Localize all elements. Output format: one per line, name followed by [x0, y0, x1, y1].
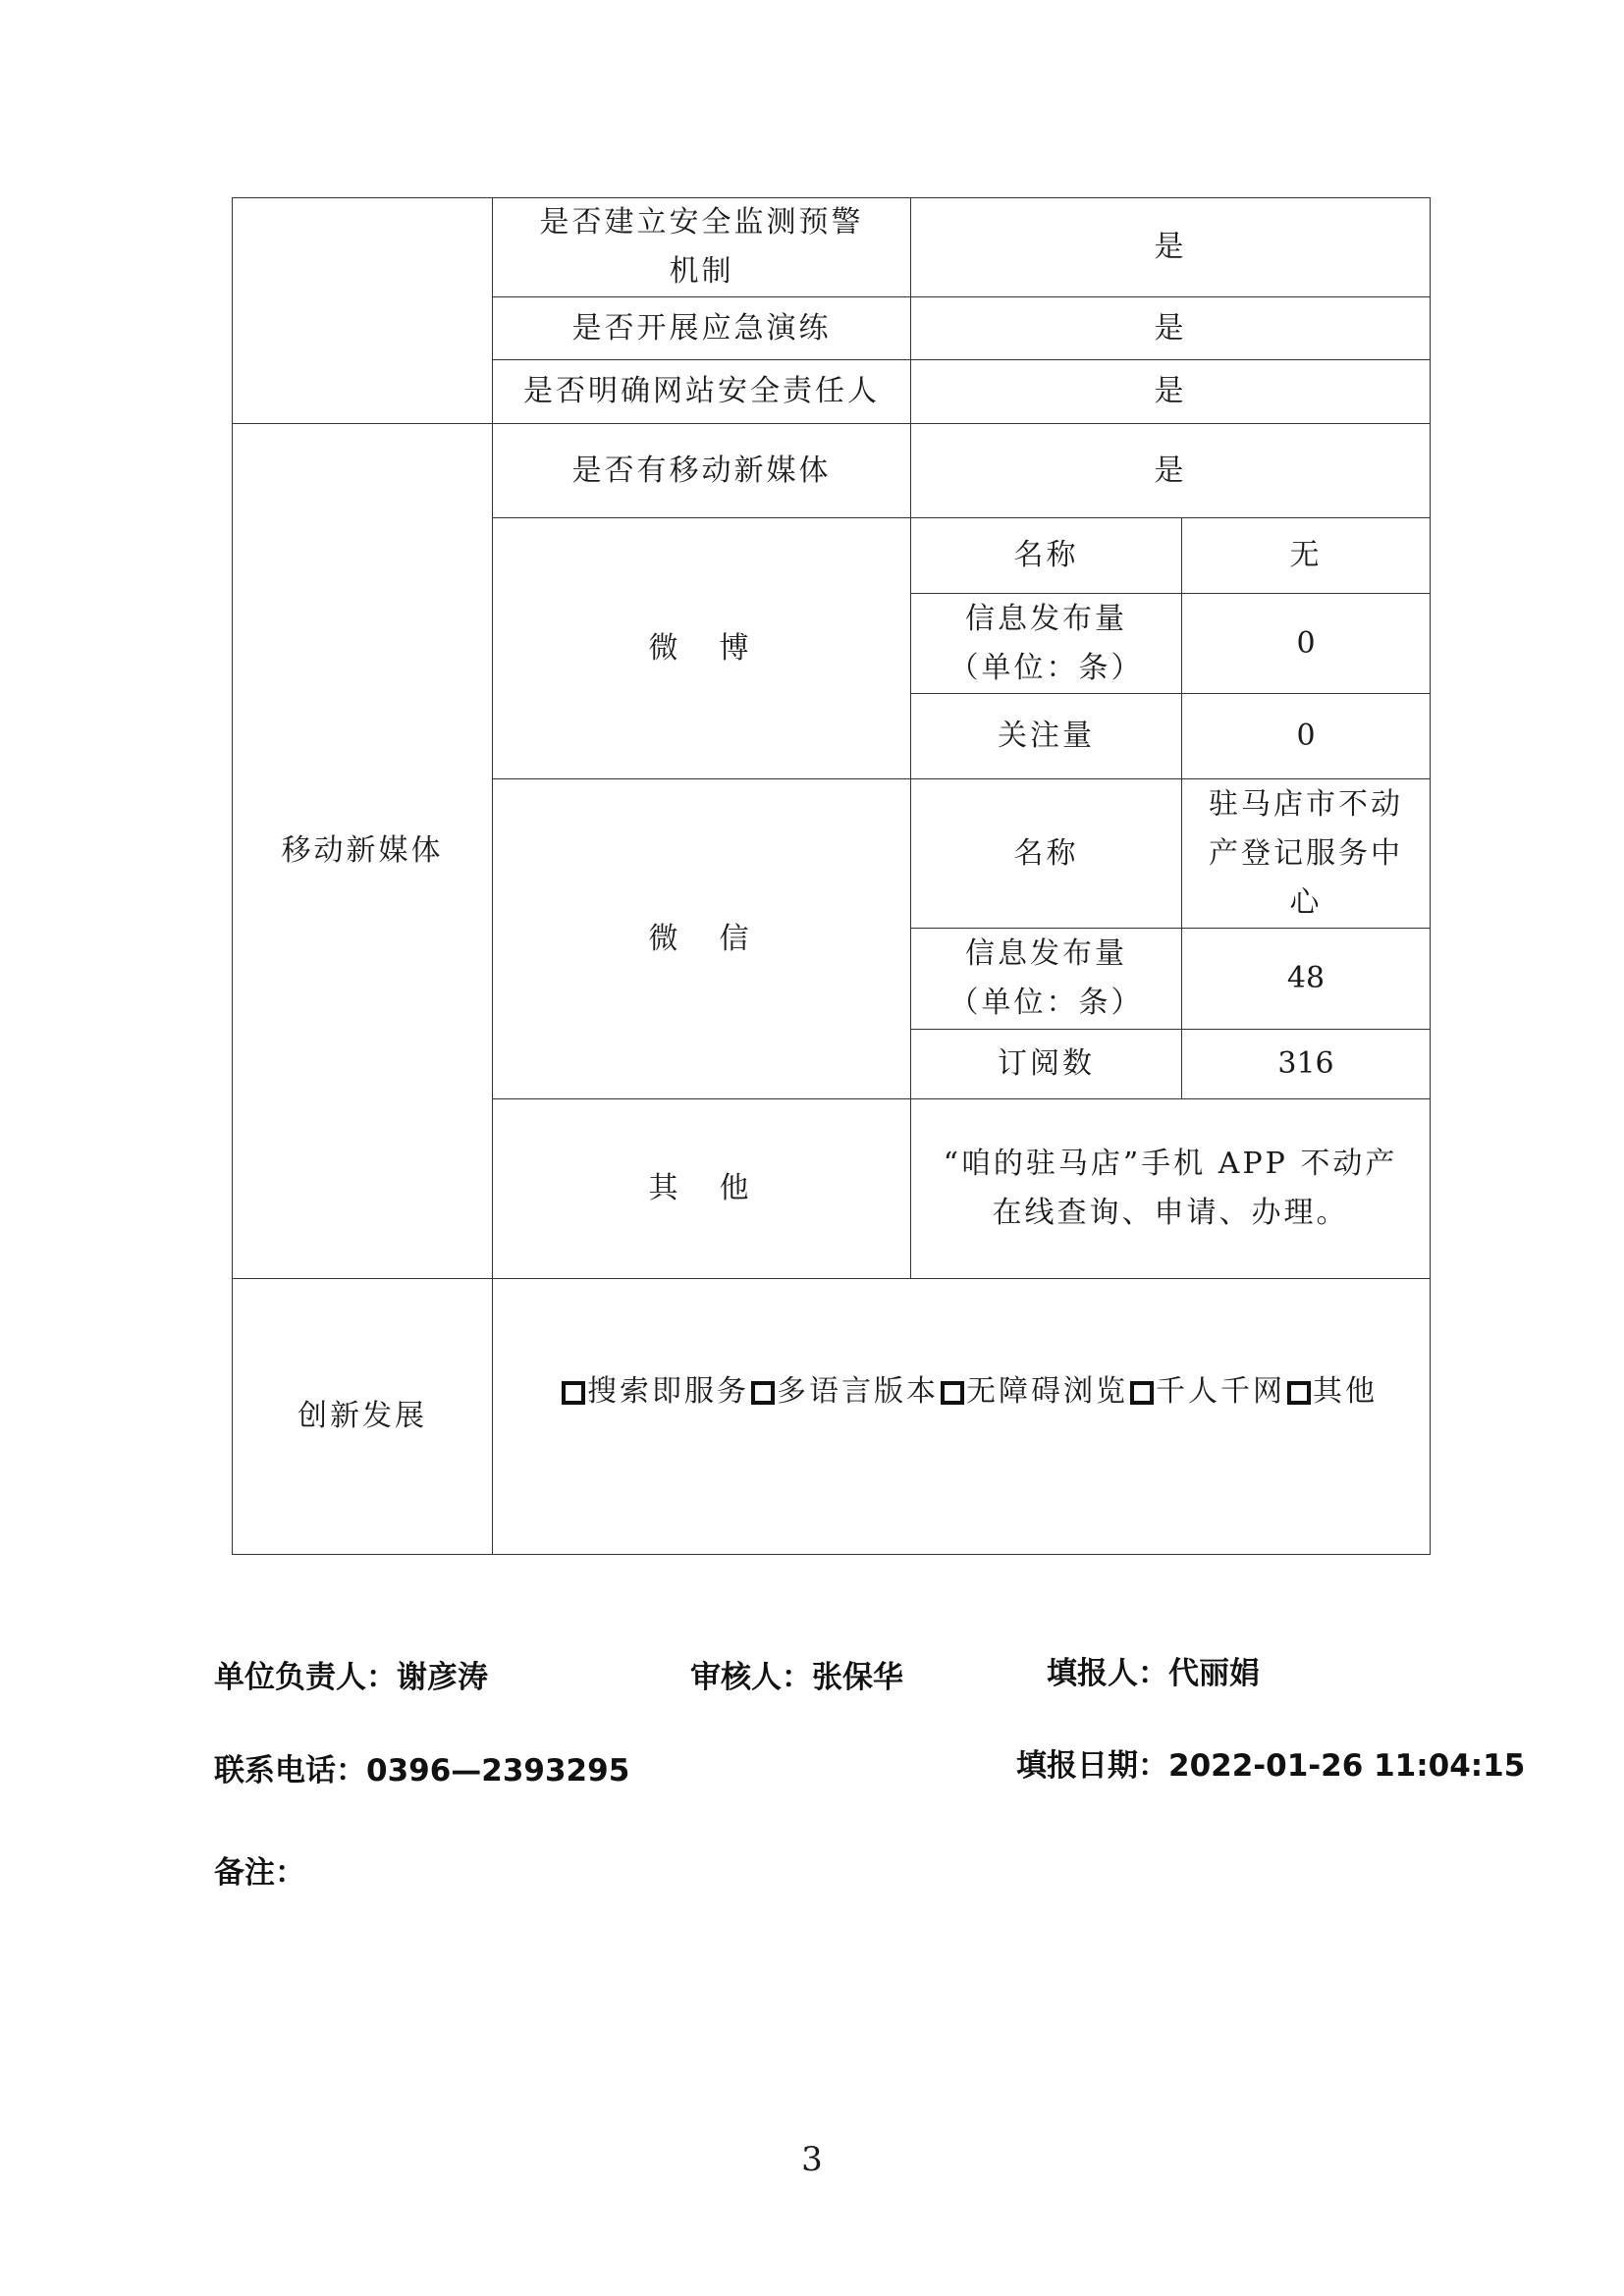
option-multilingual: 多语言版本 [777, 1374, 939, 1409]
wechat-name-value: 驻马店市不动产登记服务中心 [1182, 779, 1431, 929]
wechat-label: 微 信 [493, 779, 911, 1099]
checkbox-icon[interactable] [562, 1381, 585, 1405]
weibo-followers-label: 关注量 [911, 694, 1182, 779]
security-officer-label: 是否明确网站安全责任人 [493, 360, 911, 424]
emergency-drill-label: 是否开展应急演练 [493, 297, 911, 360]
checkbox-icon[interactable] [751, 1381, 775, 1405]
option-accessibility: 无障碍浏览 [966, 1374, 1128, 1409]
wechat-posts-label: 信息发布量（单位：条） [911, 929, 1182, 1030]
option-search-as-service: 搜索即服务 [587, 1374, 749, 1409]
other-media-value: “咱的驻马店”手机 APP 不动产在线查询、申请、办理。 [911, 1099, 1431, 1279]
weibo-label: 微 博 [493, 518, 911, 779]
option-other: 其他 [1313, 1374, 1378, 1409]
remark-label: 备注： [214, 1855, 305, 1891]
wechat-subscribers-label: 订阅数 [911, 1030, 1182, 1099]
innovation-label: 创新发展 [233, 1279, 493, 1555]
has-mobile-media-label: 是否有移动新媒体 [493, 424, 911, 518]
other-media-label: 其 他 [493, 1099, 911, 1279]
security-monitoring-value: 是 [911, 198, 1431, 297]
option-personalized: 千人千网 [1156, 1374, 1285, 1409]
page-number: 3 [801, 2140, 823, 2179]
innovation-options [493, 1279, 1431, 1555]
security-section-cell [233, 198, 493, 424]
filler: 填报人：代丽娟 [1047, 1656, 1260, 1691]
weibo-name-value: 无 [1182, 518, 1431, 594]
weibo-followers-value: 0 [1182, 694, 1431, 779]
wechat-posts-value: 48 [1182, 929, 1431, 1030]
weibo-posts-label: 信息发布量（单位：条） [911, 594, 1182, 694]
has-mobile-media-value: 是 [911, 424, 1431, 518]
report-table [232, 197, 1431, 1555]
wechat-subscribers-value: 316 [1182, 1030, 1431, 1099]
weibo-name-label: 名称 [911, 518, 1182, 594]
contact-phone: 联系电话：0396—2393295 [214, 1753, 630, 1789]
mobile-media-section-label: 移动新媒体 [233, 424, 493, 1279]
emergency-drill-value: 是 [911, 297, 1431, 360]
reviewer: 审核人：张保华 [690, 1660, 903, 1695]
checkbox-icon[interactable] [1287, 1381, 1311, 1405]
checkbox-icon[interactable] [941, 1381, 964, 1405]
fill-date: 填报日期：2022-01-26 11:04:15 [1016, 1748, 1526, 1784]
weibo-posts-value: 0 [1182, 594, 1431, 694]
security-monitoring-label: 是否建立安全监测预警机制 [493, 198, 911, 297]
unit-head: 单位负责人：谢彦涛 [214, 1660, 488, 1695]
wechat-name-label: 名称 [911, 779, 1182, 929]
checkbox-icon[interactable] [1130, 1381, 1154, 1405]
security-officer-value: 是 [911, 360, 1431, 424]
